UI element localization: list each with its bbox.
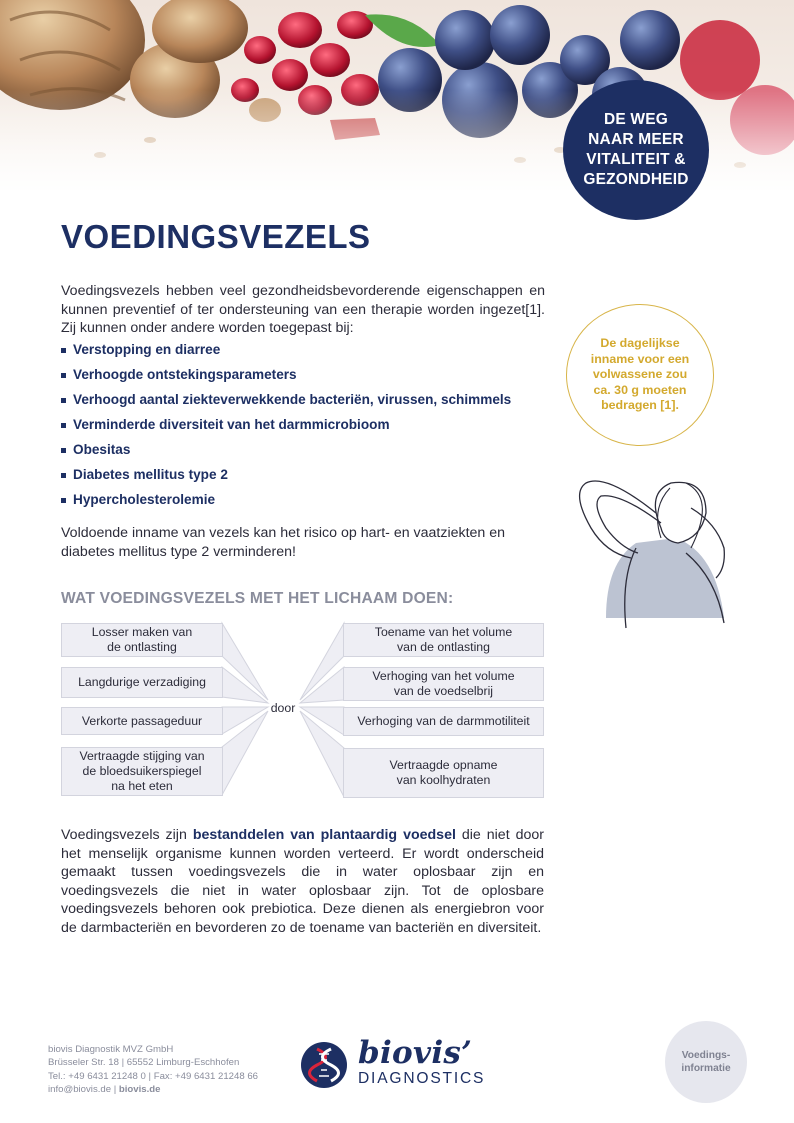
company-name: biovis Diagnostik MVZ GmbH [48, 1044, 174, 1055]
indication-list [61, 342, 551, 517]
list-item: Diabetes mellitus type 2 [61, 467, 551, 492]
section-title: WAT VOEDINGSVEZELS MET HET LICHAAM DOEN: [61, 590, 454, 607]
effect-box-right: Verhoging van het volume van de voedselbrij [343, 667, 544, 701]
intro-paragraph: Voedingsvezels hebben veel gezondheidsbevorderende eigenschappen en kunnen preventief of ter ondersteuning van een therapie worden ingezet[1]. Zij kunnen onder andere worden toegepast bij: [61, 283, 545, 336]
list-item: Verminderde diversiteit van het darmmicrobioom [61, 417, 551, 442]
conclusion-paragraph: Voldoende inname van vezels kan het risico op hart- en vaatziekten en diabetes mellitus type 2 verminderen! [61, 525, 506, 560]
connector-right-4 [300, 711, 344, 797]
connector-left-2 [222, 667, 268, 703]
woman-stretching-illustration [566, 468, 736, 633]
effect-box-left: Langdurige verzadiging [61, 667, 223, 698]
effect-box-left: Vertraagde stijging van de bloedsuikerspiegel na het eten [61, 747, 223, 796]
list-item: Verhoogde ontstekingsparameters [61, 367, 551, 392]
phone-fax: Tel.: +49 6431 21248 0 | Fax: +49 6431 21248 66 [48, 1070, 258, 1082]
diagram-hub-label: door [270, 701, 296, 715]
brand-logo [358, 1036, 485, 1087]
connector-left-1 [222, 623, 268, 700]
effect-box-left: Verkorte passageduur [61, 707, 223, 735]
tagline-badge [563, 80, 709, 220]
connector-right-1 [300, 623, 344, 700]
document-type-label: Voedings- informatie [681, 1050, 731, 1074]
list-item: Obesitas [61, 442, 551, 467]
effect-box-right: Vertraagde opname van koolhydraten [343, 748, 544, 798]
brand-name: biovis’ [358, 1035, 473, 1071]
effect-box-left: Losser maken van de ontlasting [61, 623, 223, 657]
connector-right-2 [300, 667, 344, 703]
list-item: Hypercholesterolemie [61, 492, 551, 517]
dna-logo-icon [300, 1041, 348, 1089]
list-item: Verhoogd aantal ziekteverwekkende bacteriën, virussen, schimmels [61, 392, 551, 417]
email-link[interactable]: info@biovis.de [48, 1083, 112, 1095]
street-address: Brüsseler Str. 18 | 65552 Limburg-Eschhofen [48, 1057, 240, 1069]
connector-left-4 [222, 711, 268, 795]
tagline-text: DE WEG NAAR MEER VITALITEIT & GEZONDHEID [583, 111, 689, 188]
page-title: VOEDINGSVEZELS [61, 218, 371, 255]
effect-box-right: Verhoging van de darmmotiliteit [343, 707, 544, 736]
effect-box-right: Toename van het volume van de ontlasting [343, 623, 544, 657]
brand-subtitle: DIAGNOSTICS [358, 1070, 486, 1087]
document-type-badge [665, 1021, 747, 1103]
website-link[interactable]: biovis.de [118, 1083, 161, 1095]
daily-intake-circle [566, 304, 714, 446]
connector-right-3 [300, 707, 344, 735]
daily-intake-text: De dagelijkse inname voor een volwassene zou ca. 30 g moeten bedragen [1]. [590, 336, 690, 413]
fiber-definition-paragraph: Voedingsvezels zijn bestanddelen van plantaardig voedsel die niet door het menselijk organisme kunnen worden verteerd. Er wordt onderscheid gemaakt tussen voedingsvezels die in water oplosbaar zijn en voedingsvezels die niet in water oplosbaar zijn. Tot de oplosbare voedingsvezels behoren ook prebiotica. Deze dienen als energiebron voor de darmbacteriën en bevorderen zo de toename van bacteriën en diversiteit. [61, 827, 544, 936]
list-item: Verstopping en diarree [61, 342, 551, 367]
footer-address: biovis Diagnostik MVZ GmbH Brüsseler Str. 18 | 65552 Limburg-Eschhofen Tel.: +49 6431 21248 0 | Fax: +49 6431 21248 66 info@biovis.de | biovis.de [48, 1044, 258, 1095]
